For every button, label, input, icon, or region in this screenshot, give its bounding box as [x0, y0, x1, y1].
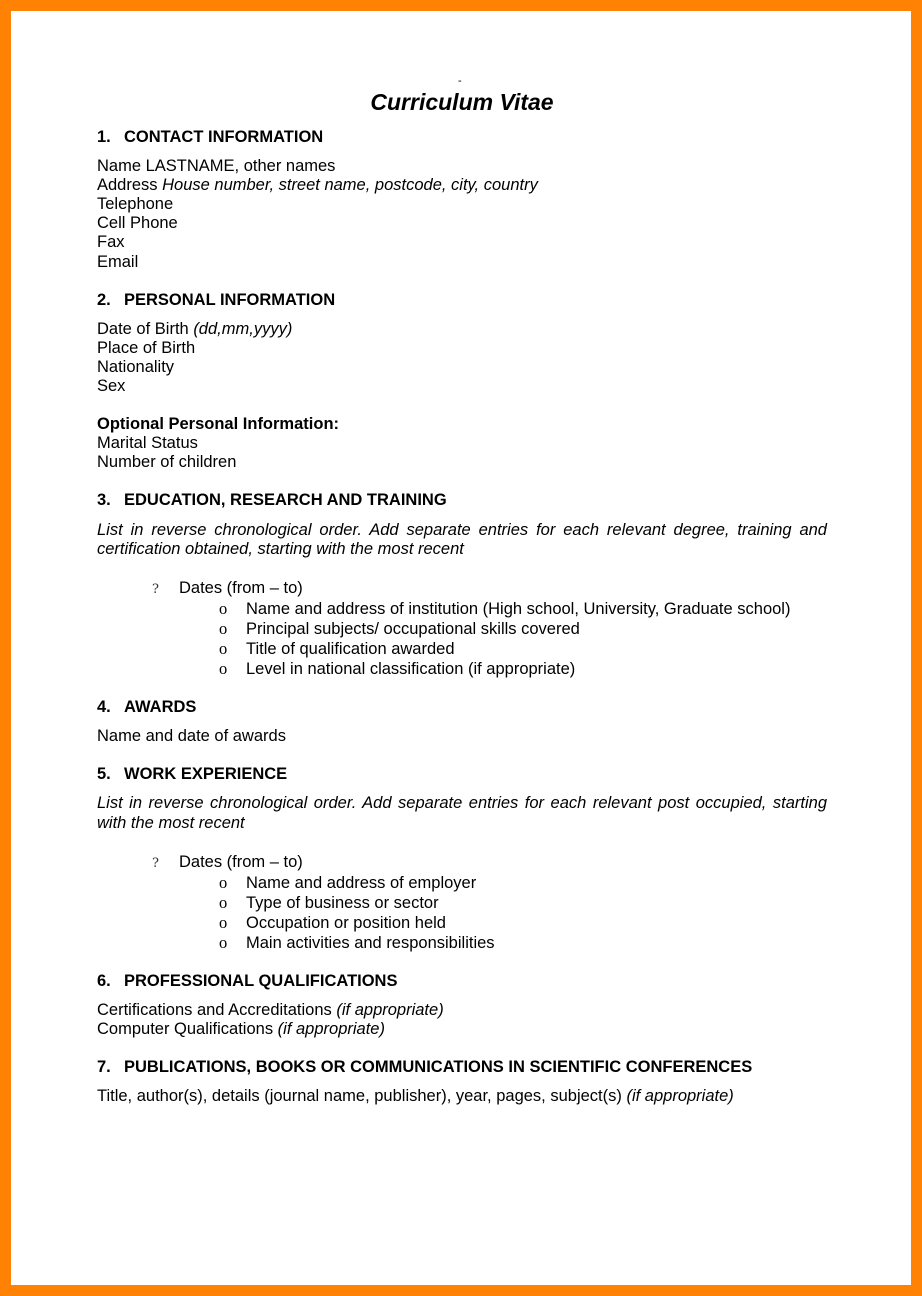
- sub-bullet-icon: o: [219, 933, 228, 952]
- contact-email: Email: [97, 252, 139, 271]
- contact-cell: Cell Phone: [97, 214, 178, 233]
- list-item: o Main activities and responsibilities: [219, 933, 495, 952]
- section-heading-personal: 2. PERSONAL INFORMATION: [97, 290, 336, 309]
- sub-bullet-icon: o: [219, 892, 228, 912]
- list-item: o Type of business or sector: [219, 892, 439, 912]
- list-item: o Level in national classification (if appropriate): [219, 659, 576, 679]
- education-dates: ? Dates (from – to): [152, 579, 827, 599]
- sub-bullet-icon: o: [219, 912, 228, 932]
- personal-block: [97, 320, 827, 473]
- awards-text: Name and date of awards: [97, 727, 286, 746]
- work-dates: ? Dates (from – to): [152, 853, 827, 873]
- sub-bullet-icon: o: [219, 659, 228, 679]
- contact-telephone: Telephone: [97, 195, 174, 214]
- section-heading-work: 5. WORK EXPERIENCE: [97, 765, 288, 784]
- personal-marital: Marital Status: [97, 434, 198, 453]
- contact-block: [97, 157, 827, 272]
- section-heading-publications: 7. PUBLICATIONS, BOOKS OR COMMUNICATIONS IN SCIENTIFIC CONFERENCES: [97, 1058, 753, 1077]
- personal-dob: Date of Birth (dd,mm,yyyy): [97, 319, 293, 338]
- sub-bullet-icon: o: [219, 872, 228, 892]
- section-heading-awards: 4. AWARDS: [97, 698, 197, 717]
- bullet-icon: ?: [152, 581, 159, 597]
- cv-document: [97, 60, 827, 1107]
- work-intro: List in reverse chronological order. Add separate entries for each relevant post occupied, starting with the most recent: [97, 794, 827, 832]
- personal-pob: Place of Birth: [97, 338, 196, 357]
- contact-fax: Fax: [97, 233, 125, 252]
- sub-bullet-icon: o: [219, 618, 228, 638]
- bullet-icon: ?: [152, 855, 159, 871]
- section-heading-contact: 1. CONTACT INFORMATION: [97, 128, 324, 146]
- optional-heading: Optional Personal Information:: [97, 415, 340, 434]
- qual-certifications: Certifications and Accreditations (if appropriate): [97, 1001, 444, 1020]
- list-item: o Occupation or position held: [219, 912, 446, 932]
- personal-children: Number of children: [97, 453, 237, 472]
- contact-address: Address House number, street name, postcode, city, country: [97, 176, 538, 195]
- section-heading-qualifications: 6. PROFESSIONAL QUALIFICATIONS: [97, 972, 398, 991]
- sub-bullet-icon: o: [219, 638, 228, 658]
- list-item: o Name and address of employer: [219, 872, 477, 892]
- qual-computer: Computer Qualifications (if appropriate): [97, 1020, 385, 1039]
- publications-text: Title, author(s), details (journal name, publisher), year, pages, subject(s) (if appropriate): [97, 1087, 734, 1106]
- sub-bullet-icon: o: [219, 598, 228, 618]
- education-intro: List in reverse chronological order. Add separate entries for each relevant degree, training and certification obtained, starting with the most recent: [97, 520, 827, 558]
- list-item: o Title of qualification awarded: [219, 638, 455, 658]
- stray-mark: -: [458, 75, 462, 87]
- personal-sex: Sex: [97, 377, 126, 396]
- contact-name: Name LASTNAME, other names: [97, 157, 336, 176]
- personal-nationality: Nationality: [97, 357, 175, 376]
- section-heading-education: 3. EDUCATION, RESEARCH AND TRAINING: [97, 491, 447, 510]
- list-item: o Principal subjects/ occupational skills covered: [219, 618, 580, 638]
- list-item: o Name and address of institution (High school, University, Graduate school): [219, 598, 791, 618]
- page-title: Curriculum Vitae: [370, 89, 554, 115]
